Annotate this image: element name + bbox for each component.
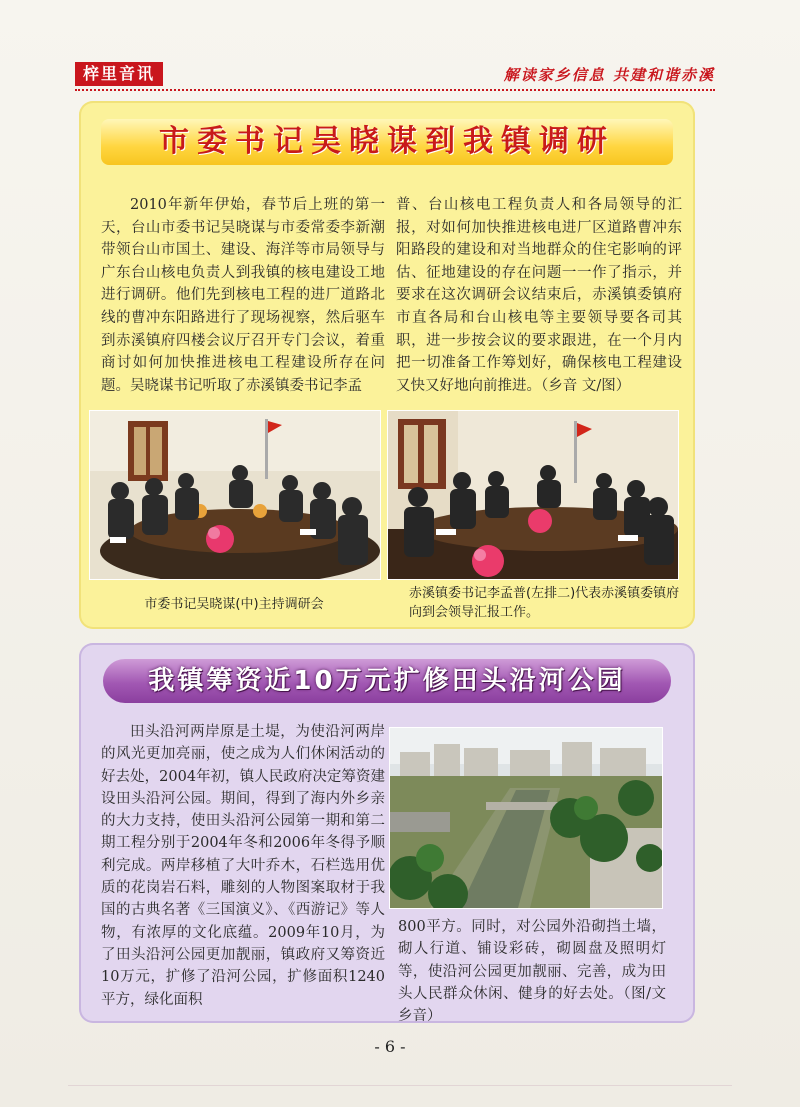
page-number: - 6 - (374, 1037, 406, 1056)
article-body-left: 田头沿河两岸原是土堤，为使沿河两岸的风光更加亮丽，使之成为人们休闲活动的好去处，2004年初，镇人民政府决定筹资建设田头沿河公园。期间，得到了海内外乡亲的大力支持，使田头沿河公园第一期和第二期工程分别于2004年冬和2006年冬得予顺利完成。两岸移植了大叶乔木，石栏选用优质的花岗岩石料，雕刻的人物图案取材于我国的古典名著《三国演义》、《西游记》等人物，有浓厚的文化底蕴。2009年10月，为了田头沿河公园更加靓丽，镇政府又筹资近10万元，扩修了沿河公园，扩修面积1240平方，绿化面积 (101, 724, 385, 1008)
article-body-right: 800平方。同时，对公园外沿砌挡土墙，砌人行道、铺设彩砖，砌圆盘及照明灯等，使沿河公园更加靓丽、完善，成为田头人民群众休闲、健身的好去处。（图/文 乡音） (398, 919, 666, 1025)
meeting-photo-chair (89, 410, 381, 580)
photo-caption: 赤溪镇委书记李孟普(左排二)代表赤溪镇委镇府向到会领导汇报工作。 (409, 586, 680, 620)
column-tag: 梓里音讯 (75, 62, 163, 86)
page-header (75, 62, 715, 92)
article-title-banner (101, 119, 673, 165)
article-title: 市委书记吴晓谋到我镇调研 (159, 124, 615, 159)
meeting-photo-report (387, 410, 679, 580)
article-body-left: 2010年新年伊始，春节后上班的第一天，台山市委书记吴晓谋与市委常委李新潮带领台山市国土、建设、海洋等市局领导与广东台山核电负责人到我镇的核电建设工地进行调研。他们先到核电工程的进厂道路北线的曹冲东阳路进行了现场视察，然后驱车到赤溪镇府四楼会议厅召开专门会议，着重商讨如何加快推进核电工程建设所存在问题。吴晓谋书记听取了赤溪镇委书记李孟 (101, 197, 385, 394)
footer-divider (68, 1085, 732, 1086)
article-panel-park (79, 643, 695, 1023)
photo-caption: 市委书记吴晓谋(中)主持调研会 (144, 597, 324, 612)
article-panel-visit (79, 101, 695, 629)
riverside-park-photo (389, 727, 663, 909)
header-slogan: 解读家乡信息 共建和谐赤溪 (503, 66, 715, 84)
article-title-banner (103, 659, 671, 703)
article-title: 我镇筹资近10万元扩修田头沿河公园 (148, 666, 626, 696)
header-divider (75, 89, 715, 91)
article-body-right: 普、台山核电工程负责人和各局领导的汇报，对如何加快推进核电进厂区道路曹冲东阳路段的建设和对当地群众的住宅影响的评估、征地建设的存在问题一一作了指示，并要求在这次调研会议结束后，赤溪镇委镇府市直各局和台山核电等主要领导要各司其职，进一步按会议的要求跟进，在一个月内把一切准备工作筹划好，确保核电工程建设又快又好地向前推进。（乡音 文/图） (396, 197, 682, 394)
